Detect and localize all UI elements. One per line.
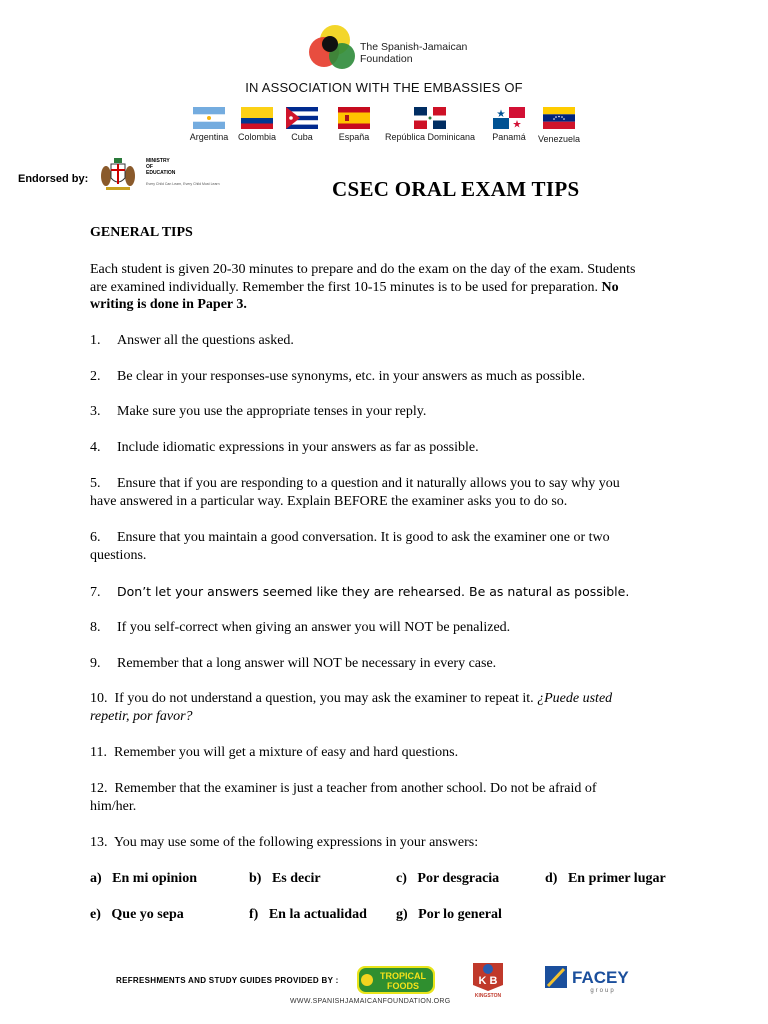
- tip-item: [90, 403, 680, 421]
- expression-item: [396, 907, 502, 923]
- expression-item: [396, 871, 499, 887]
- tip-text: Don’t let your answers seemed like they are rehearsed. Be as natural as possible.: [117, 584, 630, 599]
- tip-item: [90, 332, 680, 350]
- expression-text: Es decir: [271, 871, 321, 886]
- tip-text: You may use some of the following expressions in your answers:: [113, 835, 479, 850]
- flag-label-panama: Panamá: [492, 132, 526, 142]
- tip-item: [90, 475, 680, 510]
- tropical-foods-logo-icon: [357, 966, 435, 994]
- facey-sub: group: [590, 988, 616, 994]
- tip-italic-a: ¿Puede usted: [537, 691, 613, 706]
- tip-text: Remember that a long answer will NOT be necessary in every case.: [117, 656, 497, 671]
- expression-letter: f): [249, 907, 259, 922]
- expression-text: Por lo general: [418, 907, 502, 922]
- flag-label-argentina: Argentina: [189, 132, 229, 142]
- tip-item: [90, 583, 680, 602]
- tropical-line2: FOODS: [386, 981, 420, 991]
- kb-name: KINGSTON: [474, 993, 502, 999]
- organization-name: [360, 41, 510, 65]
- expression-item: [249, 907, 367, 923]
- expression-text: Por desgracia: [417, 871, 500, 886]
- flag-label-espana: España: [338, 132, 370, 142]
- intro-paragraph: [90, 261, 680, 314]
- foundation-logo-icon: [305, 22, 363, 74]
- tip-text-line2: him/her.: [90, 798, 137, 814]
- tip-text: Include idiomatic expressions in your answers as far as possible.: [117, 440, 479, 455]
- ministry-line1: MINISTRY: [146, 158, 170, 164]
- organization-name-line2: Foundation: [360, 53, 413, 65]
- flag-label-cuba: Cuba: [291, 132, 313, 142]
- tip-item: [90, 368, 680, 386]
- tip-number: 10.: [90, 691, 108, 706]
- colombia-flag-icon: [241, 107, 273, 129]
- tip-item: [90, 834, 680, 852]
- ministry-tagline: Every Child Can Learn, Every Child Must Learn: [146, 182, 220, 186]
- tip-text: If you self-correct when giving an answer you will NOT be penalized.: [117, 620, 511, 635]
- tip-text-line1: If you do not understand a question, you may ask the examiner to repeat it.: [114, 691, 534, 706]
- tip-number: 9.: [90, 656, 101, 671]
- tip-number: 2.: [90, 369, 101, 384]
- section-heading: GENERAL TIPS: [90, 225, 193, 240]
- tip-item: [90, 529, 680, 564]
- ministry-line2: OF: [146, 164, 153, 170]
- page-title: CSEC ORAL EXAM TIPS: [332, 177, 580, 201]
- ministry-name: [146, 158, 175, 176]
- intro-bold-a: No: [601, 279, 619, 295]
- tip-number: 12.: [90, 781, 108, 796]
- tip-number: 5.: [90, 476, 101, 491]
- expression-text: En primer lugar: [567, 871, 666, 886]
- dominican-republic-flag-icon: [414, 107, 446, 129]
- organization-name-line1: The Spanish-Jamaican: [360, 41, 468, 53]
- tropical-line1: TROPICAL: [380, 971, 426, 981]
- tip-number: 7.: [90, 585, 101, 600]
- tip-item: [90, 780, 680, 815]
- flag-label-venezuela: Venezuela: [537, 134, 581, 144]
- expression-letter: c): [396, 871, 407, 886]
- tip-item: [90, 439, 680, 457]
- expression-item: [249, 871, 321, 887]
- tip-number: 3.: [90, 404, 101, 419]
- intro-line2: are examined individually. Remember the first 10-15 minutes is to be used for preparation.: [90, 279, 599, 295]
- tip-number: 11.: [90, 745, 107, 760]
- tip-text: Answer all the questions asked.: [117, 333, 294, 348]
- expression-letter: d): [545, 871, 558, 886]
- tip-text-line2: have answered in a particular way. Explain BEFORE the examiner asks you to do so.: [90, 493, 568, 509]
- tip-number: 4.: [90, 440, 101, 455]
- tip-number: 13.: [90, 835, 108, 850]
- tip-text: Be clear in your responses-use synonyms, etc. in your answers as much as possible.: [117, 369, 586, 384]
- tip-text: Make sure you use the appropriate tenses in your reply.: [117, 404, 427, 419]
- expression-item: [545, 871, 666, 887]
- endorsed-by-label: Endorsed by:: [18, 173, 89, 185]
- expression-item: [90, 871, 197, 887]
- expression-text: En mi opinion: [112, 871, 197, 886]
- cuba-flag-icon: [286, 107, 318, 129]
- kb-letters: K B: [478, 975, 498, 987]
- expression-text: Que yo sepa: [111, 907, 184, 922]
- facey-group-logo-icon: [545, 964, 633, 994]
- tip-italic-b: repetir, por favor?: [90, 708, 193, 724]
- expression-letter: a): [90, 871, 102, 886]
- tip-number: 1.: [90, 333, 101, 348]
- facey-name: FACEY: [572, 968, 629, 987]
- sponsors-label: REFRESHMENTS AND STUDY GUIDES PROVIDED BY :: [116, 976, 339, 985]
- tip-item: [90, 619, 680, 637]
- intro-line1: Each student is given 20-30 minutes to prepare and do the exam on the day of the exam. Students: [90, 262, 636, 277]
- tip-text-line1: Ensure that if you are responding to a question and it naturally allows you to say why you: [117, 476, 620, 491]
- tip-text-line1: Remember that the examiner is just a teacher from another school. Do not be afraid of: [114, 781, 597, 796]
- tip-text: Remember you will get a mixture of easy and hard questions.: [113, 745, 459, 760]
- association-banner: IN ASSOCIATION WITH THE EMBASSIES OF: [245, 80, 523, 95]
- argentina-flag-icon: [193, 107, 225, 129]
- tip-item: [90, 744, 680, 762]
- tip-number: 8.: [90, 620, 101, 635]
- jamaica-coat-of-arms-icon: [98, 156, 138, 192]
- expression-letter: b): [249, 871, 262, 886]
- intro-bold-b: writing is done in Paper 3.: [90, 297, 247, 312]
- tip-text-line1: Ensure that you maintain a good conversation. It is good to ask the examiner one or two: [117, 530, 610, 545]
- tip-text-line2: questions.: [90, 547, 147, 563]
- ministry-line3: EDUCATION: [146, 170, 176, 176]
- website-url: WWW.SPANISHJAMAICANFOUNDATION.ORG: [290, 998, 451, 1005]
- flag-label-republica-dominicana: República Dominicana: [384, 132, 476, 142]
- venezuela-flag-icon: [543, 107, 575, 129]
- expression-letter: g): [396, 907, 408, 922]
- flag-label-colombia: Colombia: [237, 132, 277, 142]
- kingston-bookshop-logo-icon: [467, 957, 509, 999]
- expression-text: En la actualidad: [268, 907, 367, 922]
- tip-number: 6.: [90, 530, 101, 545]
- spain-flag-icon: [338, 107, 370, 129]
- tip-item: [90, 655, 680, 673]
- expression-item: [90, 907, 184, 923]
- tip-item: [90, 690, 680, 725]
- panama-flag-icon: [493, 107, 525, 129]
- expression-letter: e): [90, 907, 101, 922]
